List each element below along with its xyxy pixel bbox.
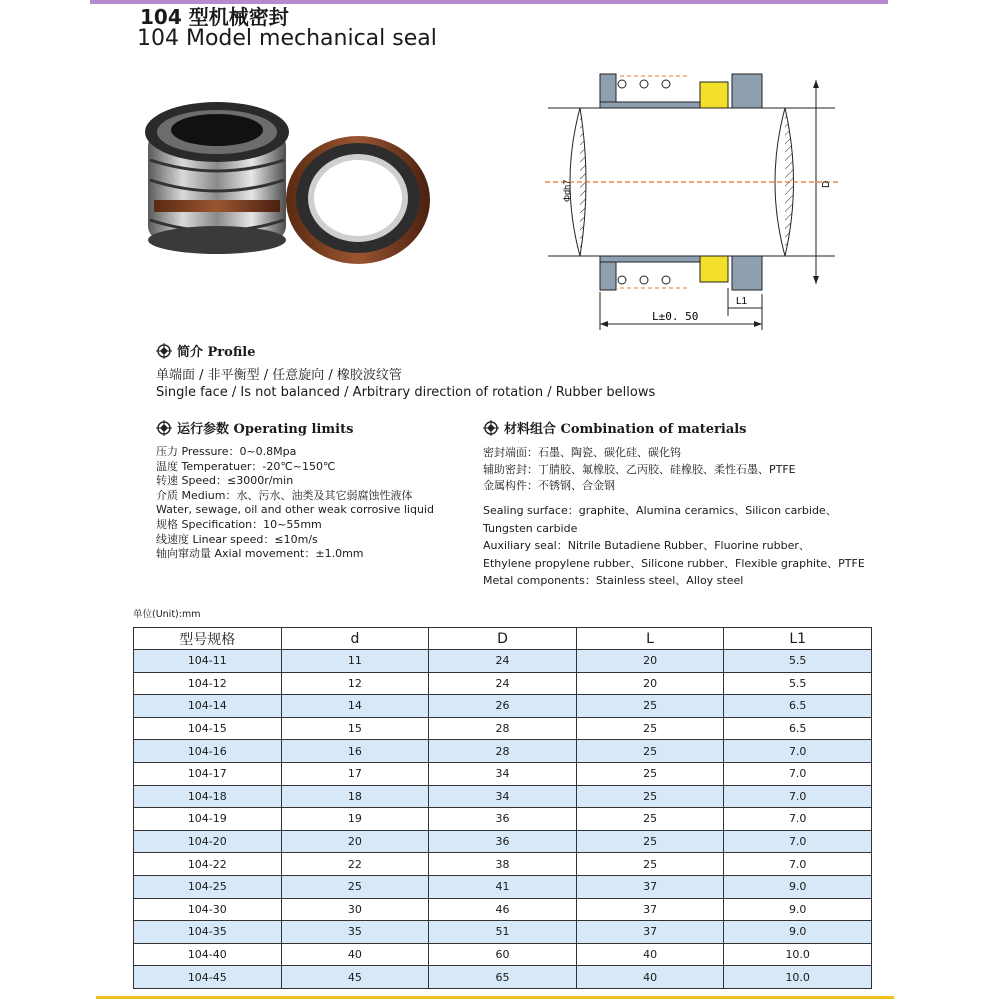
table-cell: 5.5 <box>724 650 872 673</box>
table-cell: 104-15 <box>134 717 282 740</box>
materials-en-line: Auxiliary seal：Nitrile Butadiene Rubber、Fluorine rubber、 <box>483 539 810 553</box>
table-cell: 37 <box>576 921 724 944</box>
table-cell: 25 <box>576 695 724 718</box>
table-row <box>134 672 872 695</box>
table-cell: 104-20 <box>134 830 282 853</box>
page-title-cn: 104 型机械密封 <box>140 5 289 29</box>
materials-heading-text: 材料组合 Combination of materials <box>504 422 747 437</box>
table-cell: 25 <box>576 740 724 763</box>
table-cell: 36 <box>429 830 577 853</box>
materials-heading <box>483 418 747 437</box>
table-cell: 25 <box>281 875 429 898</box>
dim-L-label: L±0. 50 <box>652 310 699 323</box>
profile-heading-text: 简介 Profile <box>177 345 256 360</box>
table-cell: 104-30 <box>134 898 282 921</box>
table-cell: 9.0 <box>724 898 872 921</box>
table-cell: 28 <box>429 717 577 740</box>
table-cell: 25 <box>576 808 724 831</box>
materials-en-line: Ethylene propylene rubber、Silicone rubber、Flexible graphite、PTFE <box>483 556 865 570</box>
product-photo <box>132 90 444 270</box>
table-cell: 9.0 <box>724 921 872 944</box>
materials-cn-line: 密封端面：石墨、陶瓷、碳化硅、碳化钨 <box>483 446 681 459</box>
table-cell: 25 <box>576 853 724 876</box>
table-row <box>134 695 872 718</box>
table-cell: 26 <box>429 695 577 718</box>
table-cell: 104-14 <box>134 695 282 718</box>
operating-heading <box>156 418 353 437</box>
dim-D-label: D <box>821 180 832 188</box>
spec-table-body <box>134 650 872 989</box>
table-header-row <box>134 628 872 650</box>
table-row <box>134 875 872 898</box>
table-cell: 65 <box>429 966 577 989</box>
operating-line: 转速 Speed：≤3000r/min <box>156 474 294 488</box>
unit-label: 单位(Unit):mm <box>133 609 201 620</box>
table-cell: 16 <box>281 740 429 763</box>
table-cell: 104-45 <box>134 966 282 989</box>
table-row <box>134 898 872 921</box>
cross-section-drawing <box>540 66 840 336</box>
table-cell: 104-18 <box>134 785 282 808</box>
operating-line: 温度 Temperatuer：-20℃~150℃ <box>156 459 336 473</box>
table-cell: 7.0 <box>724 830 872 853</box>
profile-heading <box>156 341 255 360</box>
table-cell: 10.0 <box>724 943 872 966</box>
table-cell: 104-19 <box>134 808 282 831</box>
table-cell: 20 <box>576 650 724 673</box>
dim-d-label: Φdh7 <box>562 179 572 202</box>
materials-en-line: Metal components：Stainless steel、Alloy steel <box>483 574 744 588</box>
table-row <box>134 650 872 673</box>
table-cell: 46 <box>429 898 577 921</box>
table-cell: 37 <box>576 875 724 898</box>
table-cell: 25 <box>576 717 724 740</box>
spec-table <box>133 627 872 989</box>
header-L: L <box>576 628 724 650</box>
table-cell: 6.5 <box>724 695 872 718</box>
table-cell: 5.5 <box>724 672 872 695</box>
crosshair-diamond-icon <box>156 420 172 436</box>
table-cell: 34 <box>429 762 577 785</box>
table-cell: 10.0 <box>724 966 872 989</box>
table-cell: 15 <box>281 717 429 740</box>
table-row <box>134 762 872 785</box>
operating-line: 规格 Specification：10~55mm <box>156 517 322 531</box>
table-cell: 20 <box>576 672 724 695</box>
table-row <box>134 830 872 853</box>
table-cell: 12 <box>281 672 429 695</box>
table-cell: 104-22 <box>134 853 282 876</box>
mating-ring-image <box>286 136 430 264</box>
table-cell: 7.0 <box>724 762 872 785</box>
page-title-en: 104 Model mechanical seal <box>137 26 437 51</box>
table-cell: 38 <box>429 853 577 876</box>
table-cell: 104-11 <box>134 650 282 673</box>
table-cell: 24 <box>429 672 577 695</box>
operating-line: 轴向窜动量 Axial movement：±1.0mm <box>156 547 364 561</box>
table-cell: 22 <box>281 853 429 876</box>
table-row <box>134 853 872 876</box>
table-cell: 40 <box>576 943 724 966</box>
table-cell: 11 <box>281 650 429 673</box>
table-cell: 30 <box>281 898 429 921</box>
table-cell: 24 <box>429 650 577 673</box>
operating-line: Water, sewage, oil and other weak corrosive liquid <box>156 503 434 517</box>
table-cell: 18 <box>281 785 429 808</box>
bottom-divider <box>96 996 894 999</box>
operating-limits-list <box>156 445 434 562</box>
dim-L1-label: L1 <box>736 296 748 307</box>
crosshair-diamond-icon <box>483 420 499 436</box>
materials-en-line: Sealing surface：graphite、Alumina ceramics、Silicon carbide、 <box>483 504 837 517</box>
table-cell: 7.0 <box>724 740 872 763</box>
table-cell: 40 <box>576 966 724 989</box>
header-model: 型号规格 <box>134 628 282 650</box>
table-cell: 51 <box>429 921 577 944</box>
materials-cn-list <box>483 445 796 495</box>
top-divider <box>90 0 888 4</box>
header-L1: L1 <box>724 628 872 650</box>
table-row <box>134 740 872 763</box>
header-d: d <box>281 628 429 650</box>
materials-en-list <box>483 502 865 590</box>
table-cell: 104-12 <box>134 672 282 695</box>
table-cell: 9.0 <box>724 875 872 898</box>
table-cell: 19 <box>281 808 429 831</box>
table-cell: 40 <box>281 943 429 966</box>
table-cell: 34 <box>429 785 577 808</box>
table-row <box>134 717 872 740</box>
table-row <box>134 921 872 944</box>
table-cell: 37 <box>576 898 724 921</box>
materials-cn-line: 金属构件：不锈钢、合金钢 <box>483 479 615 492</box>
table-cell: 17 <box>281 762 429 785</box>
table-row <box>134 808 872 831</box>
table-cell: 35 <box>281 921 429 944</box>
profile-line-en: Single face / Is not balanced / Arbitrary direction of rotation / Rubber bellows <box>156 385 656 400</box>
table-cell: 20 <box>281 830 429 853</box>
table-cell: 36 <box>429 808 577 831</box>
table-cell: 104-16 <box>134 740 282 763</box>
table-cell: 25 <box>576 830 724 853</box>
table-cell: 45 <box>281 966 429 989</box>
table-cell: 104-40 <box>134 943 282 966</box>
table-cell: 60 <box>429 943 577 966</box>
table-cell: 25 <box>576 762 724 785</box>
table-cell: 28 <box>429 740 577 763</box>
seal-assembly-image <box>145 102 289 254</box>
table-cell: 104-25 <box>134 875 282 898</box>
operating-line: 压力 Pressure：0~0.8Mpa <box>156 445 297 458</box>
table-cell: 25 <box>576 785 724 808</box>
table-cell: 41 <box>429 875 577 898</box>
table-row <box>134 943 872 966</box>
operating-line: 介质 Medium：水、污水、油类及其它弱腐蚀性液体 <box>156 488 413 502</box>
table-row <box>134 785 872 808</box>
table-cell: 14 <box>281 695 429 718</box>
materials-en-line: Tungsten carbide <box>483 521 578 535</box>
materials-cn-line: 辅助密封：丁腈胶、氟橡胶、乙丙胶、硅橡胶、柔性石墨、PTFE <box>483 462 796 476</box>
table-cell: 7.0 <box>724 785 872 808</box>
table-cell: 104-17 <box>134 762 282 785</box>
table-row <box>134 966 872 989</box>
table-cell: 7.0 <box>724 808 872 831</box>
table-cell: 104-35 <box>134 921 282 944</box>
table-cell: 6.5 <box>724 717 872 740</box>
table-cell: 7.0 <box>724 853 872 876</box>
operating-line: 线速度 Linear speed：≤10m/s <box>156 532 318 546</box>
operating-heading-text: 运行参数 Operating limits <box>177 422 354 437</box>
profile-line-cn: 单端面 / 非平衡型 / 任意旋向 / 橡胶波纹管 <box>156 368 402 383</box>
header-D: D <box>429 628 577 650</box>
crosshair-diamond-icon <box>156 343 172 359</box>
